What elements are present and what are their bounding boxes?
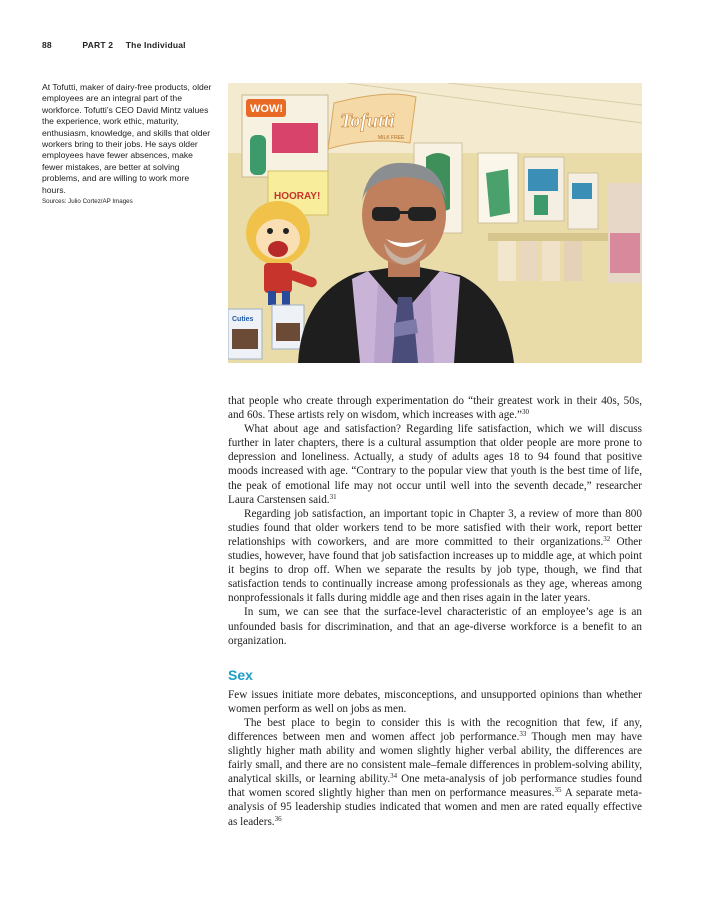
cuties-box-text: Cuties [232,316,254,323]
ref-30: 30 [522,408,530,417]
poster-wow-text: WOW! [250,103,283,115]
ref-32: 32 [603,534,611,543]
photo-illustration [228,83,642,363]
p3-text1: Regarding job satisfaction, an important topic in Chapter 3, a review of more than 800 studies found that older workers tend to be more satisfied with their work, report better relationships with coworkers, and are more committed to their organizations. [228,507,642,548]
p5-text: Few issues initiate more debates, misconceptions, and unsupported opinions than whether women perform as well on jobs as men. [228,688,642,715]
caption-source: Sources: Julio Cortez/AP Images [42,198,133,206]
tofutti-sign-text: Tofutti [340,110,395,132]
photo-caption [42,82,212,207]
ref-36: 36 [274,814,282,823]
body-text [228,394,642,829]
ref-35: 35 [554,786,562,795]
paragraph-6 [228,716,642,829]
poster-wow [242,95,328,177]
ref-31: 31 [329,492,337,501]
poster-hooray-text: HOORAY! [274,191,321,202]
p4-text: In sum, we can see that the surface-level characteristic of an employee’s age is an unfounded basis for discrimination, and that an age-diverse workforce is a benefit to an organization. [228,606,642,647]
page-number: 88 [42,40,52,50]
paragraph-1 [228,394,642,422]
section-title: The Individual [125,40,186,50]
running-head [42,40,186,50]
paragraph-5 [228,688,642,716]
part-label: PART 2 [82,40,114,50]
p1-text: that people who create through experimentation do “their greatest work in their 40s, 50s, and 60s. These artists rely on wisdom, which increases with age.” [228,395,642,422]
p2-text: What about age and satisfaction? Regarding life satisfaction, which we will discuss further in later chapters, there is a cultural assumption that older people are more prone to depression and loneliness. Actually, a study of adults ages 18 to 94 found that positive moods increased with age. “Contrary to the popular view that youth is the best time of life, the peak of emotional life may not occur until well into the seventh decade,” researcher Laura Carstensen said. [228,423,642,506]
ref-34: 34 [390,772,398,781]
paragraph-3 [228,507,642,606]
p6-text2: Though men may have slightly higher math ability and women slightly higher verbal ability, the differences are fairly small, and there are no consistent male–female differences in problem-solving ability, analytical skills, or learning ability. [228,730,642,786]
tofutti-sign [328,94,416,149]
caption-text: At Tofutti, maker of dairy-free products, older employees are an integral part of the workforce. Tofutti’s CEO David Mintz values the experience, work ethic, maturity, enthusiasm, knowledge, and skills that older workers bring to their jobs. He says older employees have fewer absences, make fewer mistakes, are better at solving problems, and are willing to work more hours. [42,82,212,195]
p6-text4: A separate meta-analysis of 95 leadership studies indicated that women and men are rated equally effective as leaders. [228,787,642,828]
ref-33: 33 [519,729,527,738]
p3-text2: Other studies, however, have found that job satisfaction increases up to middle age, at which point it begins to drop off. When we separate the results by job type, though, we find that satisfaction tends to continually increase among professionals as they age, whereas among nonprofessionals it falls during middle age and then rises again in the later years. [228,535,642,605]
paragraph-4 [228,605,642,647]
paragraph-2 [228,422,642,507]
p6-text1: The best place to begin to consider this is with the recognition that few, if any, differences between men and women affect job performance. [228,716,642,743]
photo-ceo-tofutti [228,83,642,363]
p6-text3: One meta-analysis of job performance studies found that women scored slightly higher than men on performance measures. [228,773,642,800]
section-heading-sex: Sex [228,666,253,683]
tofutti-sign-sub: MILK FREE [378,135,405,141]
